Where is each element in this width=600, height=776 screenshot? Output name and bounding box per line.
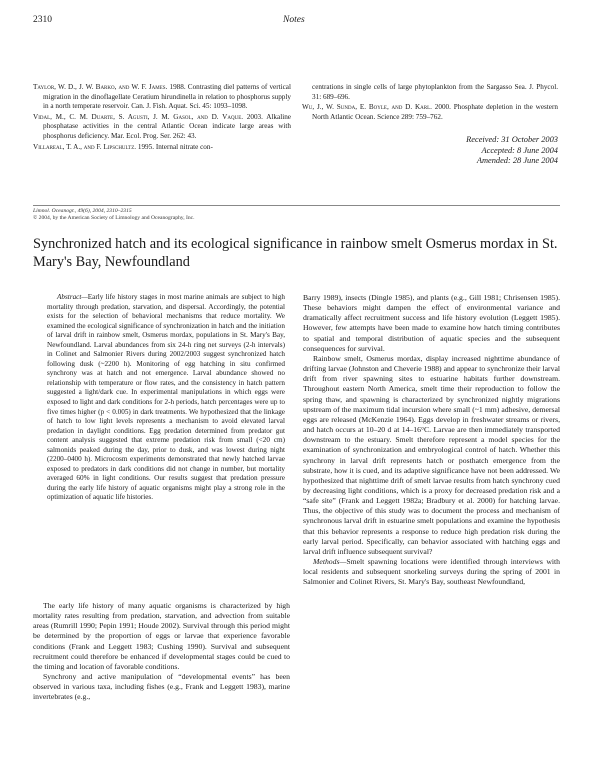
abstract bbox=[47, 293, 285, 503]
methods-paragraph bbox=[303, 557, 560, 587]
abstract-text: Early life history stages in most marine animals are subject to high mortality through predation, starvation, and dispersal. Accordingly, the potential exists for the selection of behavioral mechanisms that reduce mortality. We examined the ecological significance of synchronization in hatch and the initiation of larval drift in rainbow smelt, Osmerus mordax, populations in St. Mary's Bay, Newfoundland. Larval abundances from six 24-h ring net surveys (2-h intervals) in Colinet and Salmonier Rivers during 2002/2003 suggest synchronized hatch following dusk (~2200 h). Monitoring of egg hatching in situ confirmed synchrony was at hatch and not emergence. Larval abundance showed no relationship with temperature or flow rates, and the consistency in hatch pattern suggested a light/dark cue. In experimental manipulations in which eggs were exposed to light and dark conditions for 2-h periods, hatch percentages were up to five times higher (p < 0.005) in dark treatments. We hypothesized that the linkage of hatch to low light levels represents a mechanism to avoid elevated larval predation in daylight conditions. Egg predation determined from predator gut content analysis suggested that extreme predation risk from small (<20 cm) salmonids peaked during the day, prior to dusk, and was lowest during night (2200–0400 h). Microcosm experiments demonstrated that newly hatched larvae exposed to predators in dark conditions did not change in number, but mortality averaged 60% in light conditions. Our results suggest that predation pressure during the early life history of aquatic organisms might play a strong role in the optimization of aquatic life histories. bbox=[47, 293, 285, 502]
body-paragraph: Synchrony and active manipulation of “developmental events” has been observed in various taxa, including fishes (e.g., Frank and Leggett 1983), marine invertebrates (e.g., bbox=[33, 672, 290, 702]
reference-authors: Vidal, M., C. M. Duarte, S. Agusti, J. M. Gasol, and D. Vaque. bbox=[33, 112, 244, 121]
right-body-column bbox=[303, 293, 560, 588]
reference-text: 1995. Internal nitrate con- bbox=[136, 142, 213, 151]
reference-entry bbox=[33, 143, 291, 153]
abstract-label: Abstract— bbox=[57, 293, 88, 301]
article-title: Synchronized hatch and its ecological significance in rainbow smelt Osmerus mordax in St. Mary's Bay, Newfoundland bbox=[33, 236, 558, 270]
journal-info bbox=[33, 208, 195, 222]
journal-citation: Limnol. Oceanogr., 49(6), 2004, 2310–2315 bbox=[33, 208, 132, 214]
received-date: Received: 31 October 2003 bbox=[466, 135, 558, 144]
reference-authors: Villareal, T. A., and F. Lipschultz. bbox=[33, 142, 137, 151]
reference-entry bbox=[302, 103, 558, 122]
section-divider bbox=[33, 205, 560, 206]
body-paragraph: Barry 1989), insects (Dingle 1985), and plants (e.g., Gill 1981; Chrisensen 1985). These behaviors might dampen the effect of environmental variance and dramatically affect recruitment success and life history evolution (Leggett 1985). However, few attempts have been made to examine how hatch timing contributes to spatial and temporal distribution of aquatic species and the subsequent consequences for survival. bbox=[303, 293, 560, 353]
reference-authors: Taylor, W. D., J. W. Barko, and W. F. James. bbox=[33, 83, 168, 91]
methods-label: Methods— bbox=[313, 557, 347, 567]
introduction-column bbox=[33, 601, 290, 703]
reference-text: 2003. Alkaline phosphatase activities in the central Atlantic Ocean indicate large areas with phosphorus deficiency. Mar. Ecol. Prog. Ser. 262: 43. bbox=[43, 112, 291, 140]
methods-text: Smelt spawning locations were identified through interviews with local residents and subsequent snorkeling surveys during the spring of 2001 in Salmonier and Colinet Rivers, St. Mary's Bay, southeast Newfoundland, bbox=[303, 557, 560, 587]
submission-dates bbox=[466, 135, 558, 167]
page-number: 2310 bbox=[33, 15, 52, 25]
reference-text: centrations in single cells of large phytoplankton from the Sargasso Sea. J. Phycol. 31: 689–696. bbox=[312, 83, 558, 101]
references-left-column bbox=[33, 83, 291, 153]
references-right-column bbox=[302, 83, 558, 123]
accepted-date: Accepted: 8 June 2004 bbox=[481, 145, 558, 155]
reference-entry bbox=[33, 113, 291, 142]
body-paragraph: Rainbow smelt, Osmerus mordax, display increased nighttime abundance of drifting larvae (Johnston and Cheverie 1988) and appear to synchronize their larval drift from river spawning sites to estuarine habitats further downstream. Throughout eastern North America, smelt time their reproduction to follow the spring thaw, and spawning is characterized by synchronized nightly migrations upstream of the maximum tidal incursion where small (~1 mm) adhesive, demersal eggs are released (McKenzie 1964). Eggs develop in freshwater streams or rivers, and hatch occurs at 10–20 d at 14–16°C. Larvae are then immediately transported downstream to the estuary. Smelt therefore represent a model species for the examination of synchronization and embryological control of hatch. Whether this synchrony in larval drift represents hatch or posthatch emergence from the substrate, how it is cued, and its adaptive significance have not been addressed. We hypothesized that nighttime drift of smelt larvae results from hatch synchrony cued by decreasing light conditions, which is a proxy for decreased predation risk and a “safe site” (Frank and Leggett 1982a; Bradbury et al. 2000) for hatching larvae. Thus, the objective of this study was to document the process and mechanism of synchronous larval drift in estuarine smelt populations and examine the hypothesis that this behavior represents a response to reduce high predation risk during the early larval period. Specifically, can behavior associated with hatching eggs and larval drift influence subsequent survival? bbox=[303, 353, 560, 556]
amended-date: Amended: 28 June 2004 bbox=[476, 156, 558, 166]
reference-entry bbox=[33, 83, 291, 112]
reference-entry bbox=[302, 83, 558, 102]
reference-text: 1988. Contrasting diel patterns of vertical migration in the dinoflagellate Ceratium hirundinella in relation to phosphorus supply in a north temperate reservoir. Can. J. Fish. Aquat. Sci. 45: 1093–1098. bbox=[43, 83, 291, 111]
reference-text: 2000. Phosphate depletion in the western North Atlantic Ocean. Science 289: 759–762. bbox=[312, 103, 558, 121]
body-paragraph: The early life history of many aquatic organisms is characterized by high mortality rates resulting from predation, starvation, and advection from suitable areas (Rumrill 1990; Pepin 1991; Houde 2002). Survival through this period might be determined by the proportion of eggs or larvae that experience favorable conditions (Frank and Leggett 1983; Cushing 1990). Survival and subsequent recruitment could therefore be enhanced if developmental stages could be cued to the timing and location of favorable conditions. bbox=[33, 601, 290, 671]
reference-authors: Wu, J., W. Sunda, E. Boyle, and D. Karl. bbox=[302, 103, 432, 112]
copyright-line: © 2004, by the American Society of Limnology and Oceanography, Inc. bbox=[33, 215, 195, 222]
running-header: Notes bbox=[283, 15, 305, 25]
